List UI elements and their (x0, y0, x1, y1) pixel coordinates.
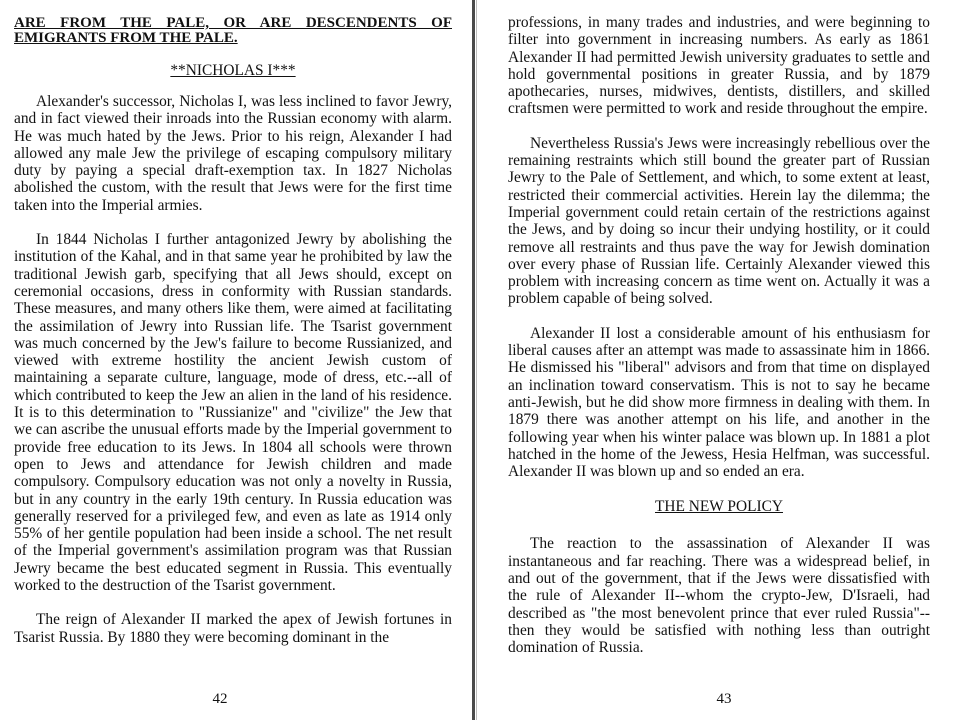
page-number: 42 (212, 691, 228, 707)
paragraph: Nevertheless Russia's Jews were increasingly rebellious over the remaining restraints which still bound the greater part of Russian Jewry to the Pale of Settlement, and which, to some extent at least, restricted their commercial activities. Herein lay the dilemma; the Imperial government could retain certain of the restrictions against the Jews, and by doing so incur their undying hostility, or it could remove all restraints and thus pave the way for Jewish domination over every phase of Russian life. Certainly Alexander viewed this problem with increasing concern as time went on. Actually it was a problem capable of being solved. (508, 134, 930, 308)
paragraph: The reaction to the assassination of Alexander II was instantaneous and far reaching. There was a widespread belief, in and out of the government, that if the Jews were dissatisfied with the rule of Alexander II--whom the crypto-Jew, D'Israeli, had described as "the most benevolent prince that ever ruled Russia"--then they would be satisfied with nothing less than outright domination of Russia. (508, 535, 930, 657)
paragraph: In 1844 Nicholas I further antagonized Jewry by abolishing the institution of the Kahal, and in that same year he prohibited by law the traditional Jewish garb, specifying that all Jews should, except on ceremonial occasions, dress in conformity with Russian standards. These measures, and many others like them, were aimed at facilitating the assimilation of Jewry into Russian life. The Tsarist government was much concerned by the Jew's failure to become Russianized, and viewed with extreme hostility the ancient Jewish custom of maintaining a separate culture, language, mode of dress, etc.--all of which contributed to keep the Jew an alien in the land of his residence. It is to this determination to "Russianize" and "civilize" the Jew that we can ascribe the unusual efforts made by the Imperial government to provide free education to its Jews. In 1804 all schools were thrown open to Jews and attendance for Jewish children and made compulsory. Compulsory education was not only a novelty in Russia, but in any country in the early 19th century. In Russia education was generally reserved for a privileged few, and even as late as 1914 only 55% of her gentile population had been inside a school. The net result of the Imperial government's assimilation program was that Russian Jewry became the best educated segment in Russia. This eventually worked to the destruction of the Tsarist government. (14, 231, 452, 595)
paragraph: The reign of Alexander II marked the apex of Jewish fortunes in Tsarist Russia. By 1880 they were becoming dominant in the (14, 611, 452, 646)
page-number: 43 (716, 691, 732, 707)
section-heading-nicholas: **NICHOLAS I*** (170, 62, 296, 79)
book-gutter-edge (476, 0, 477, 720)
paragraph: Alexander II lost a considerable amount of his enthusiasm for liberal causes after an attempt was made to assassinate him in 1866. He dismissed his "liberal" advisors and from that time on displayed an inclination toward conservatism. This is not to say he became anti-Jewish, but he did show more firmness in dealing with them. In 1879 there was another attempt on his life, and another in the following year when his winter palace was blown up. In 1881 a plot hatched in the home of the Jewess, Hesia Helfman, was successful. Alexander II was blown up and so ended an era. (508, 324, 930, 481)
continued-paragraph: professions, in many trades and industries, and were beginning to filter into government in increasing numbers. As early as 1861 Alexander II had permitted Jewish university graduates to settle and hold governmental positions in greater Russia, and by 1879 apothecaries, nurses, midwives, dentists, distillers, and skilled craftsmen were permitted to work and reside throughout the empire. (508, 14, 930, 118)
left-page (0, 0, 474, 720)
paragraph: Alexander's successor, Nicholas I, was less inclined to favor Jewry, and in fact viewed their inroads into the Russian economy with alarm. He was much hated by the Jews. Prior to his reign, Alexander I had allowed any male Jew the privilege of escaping compulsory military duty by paying a special draft-exemption tax. In 1827 Nicholas abolished the custom, with the result that Jews were for the first time taken into the Imperial armies. (14, 93, 452, 214)
book-gutter (472, 0, 475, 720)
section-heading-new-policy: THE NEW POLICY (655, 498, 783, 516)
right-page (478, 0, 956, 720)
top-heading: ARE FROM THE PALE, OR ARE DESCENDENTS OF EMIGRANTS FROM THE PALE. (14, 15, 452, 46)
